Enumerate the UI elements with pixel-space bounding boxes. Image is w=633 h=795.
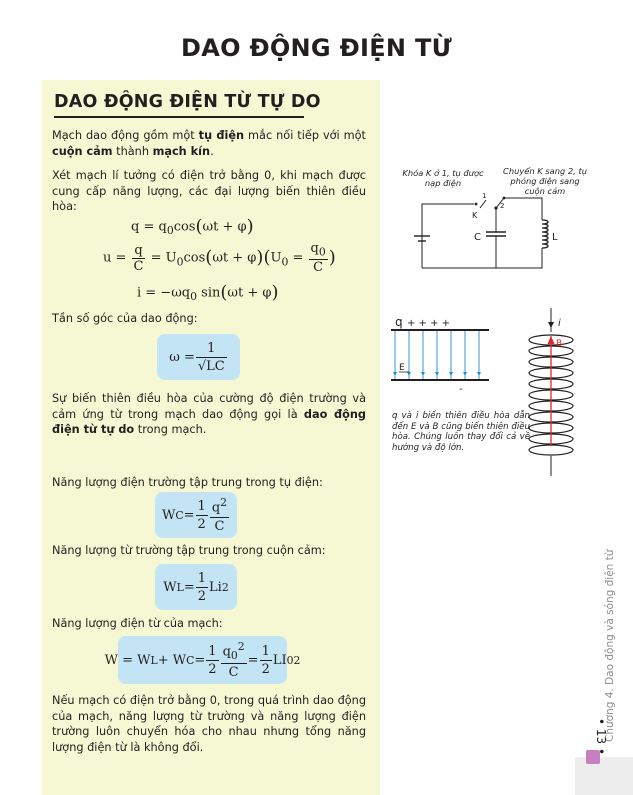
current-label: i: [558, 318, 561, 329]
charge-label: q: [395, 315, 403, 329]
field-e-label: E: [399, 363, 405, 373]
formula-box-w: W = W L + W C = $\frac{1}{2}$ $\frac{q_0^2}{C}$ = $\frac{1}{2}$ LI 0 2: [118, 636, 287, 684]
capacitor-label: C: [474, 232, 481, 243]
page-corner: [575, 757, 633, 795]
page-number: • 13 •: [594, 718, 608, 756]
paragraph-free-oscillation: Sự biến thiên điều hòa của cường độ điện trường và cảm ứng từ trong mạch dao động gọi là dao động điện từ tự do trong mạch.: [52, 392, 366, 436]
formula-box-wc: W C = $\frac{1}{2}$ $\frac{q^2}{C}$: [155, 492, 237, 538]
field-b-label: B: [556, 339, 563, 349]
label-angular-frequency: Tần số góc của dao động:: [52, 312, 198, 325]
paragraph-ideal-circuit: Xét mạch lí tưởng có điện trở bằng 0, khi mạch được cung cấp năng lượng, các đại lượng biến thiên điều hòa:: [52, 169, 366, 213]
formula-box-omega: ω = $\frac{1}{√LC}$: [157, 334, 240, 380]
circuit-note-left: Khóa K ở 1, tụ được nạp điện: [402, 168, 484, 188]
formula-current: $i = -\omega q_0$ sin(ωt + φ): [137, 282, 279, 304]
label-electric-energy: Năng lượng điện trường tập trung trong tụ điện:: [52, 476, 323, 489]
circuit-note-right: Chuyển K sang 2, tụ phóng điện sang cuộn cảm: [503, 166, 587, 196]
capacitor-field-diagram: [385, 314, 495, 396]
chapter-label: Chương 4. Dao động và sóng điện từ: [604, 549, 616, 742]
section-title: DAO ĐỘNG ĐIỆN TỪ TỰ DO: [54, 92, 321, 112]
label-total-energy: Năng lượng điện từ của mạch:: [52, 617, 223, 630]
switch-pos-1: 1: [482, 192, 487, 200]
page-title: DAO ĐỘNG ĐIỆN TỪ: [180, 34, 452, 62]
switch-pos-2: 2: [500, 202, 505, 210]
inductor-label: L: [552, 232, 558, 243]
section-underline: [54, 116, 304, 118]
plus-signs: + + + +: [407, 318, 451, 329]
formula-voltage: u = $\frac{q}{C}$ = $U_0\cos(\omega t + \varphi)(U_0$ = $\frac{q_0}{C}$ ): [103, 241, 336, 276]
field-diagram-note: q và i biến thiên điều hòa dẫn đến E và B cũng biến thiên điều hòa. Chúng luôn thay đổi cả về hướng và độ lớn.: [392, 411, 530, 453]
paragraph-energy-conservation: Nếu mạch có điện trở bằng 0, trong quá trình dao động của mạch, năng lượng từ trường và năng lượng điện trường luôn chuyển hóa cho nhau nhưng tổng năng lượng điện từ là không đổi.: [52, 694, 366, 754]
switch-label: K: [472, 211, 478, 220]
paragraph-definition: Mạch dao động gồm một tụ điện mắc nối tiếp với một cuộn cảm thành mạch kín.: [52, 129, 366, 158]
formula-charge: $q = q_0\cos(\omega t + \varphi)$: [131, 216, 254, 238]
label-magnetic-energy: Năng lượng từ trường tập trung trong cuộn cảm:: [52, 544, 326, 557]
minus-sign: -: [459, 384, 463, 395]
formula-box-wl: W L = $\frac{1}{2}$ Li 2: [155, 564, 237, 610]
lc-circuit-diagram: [400, 186, 580, 278]
